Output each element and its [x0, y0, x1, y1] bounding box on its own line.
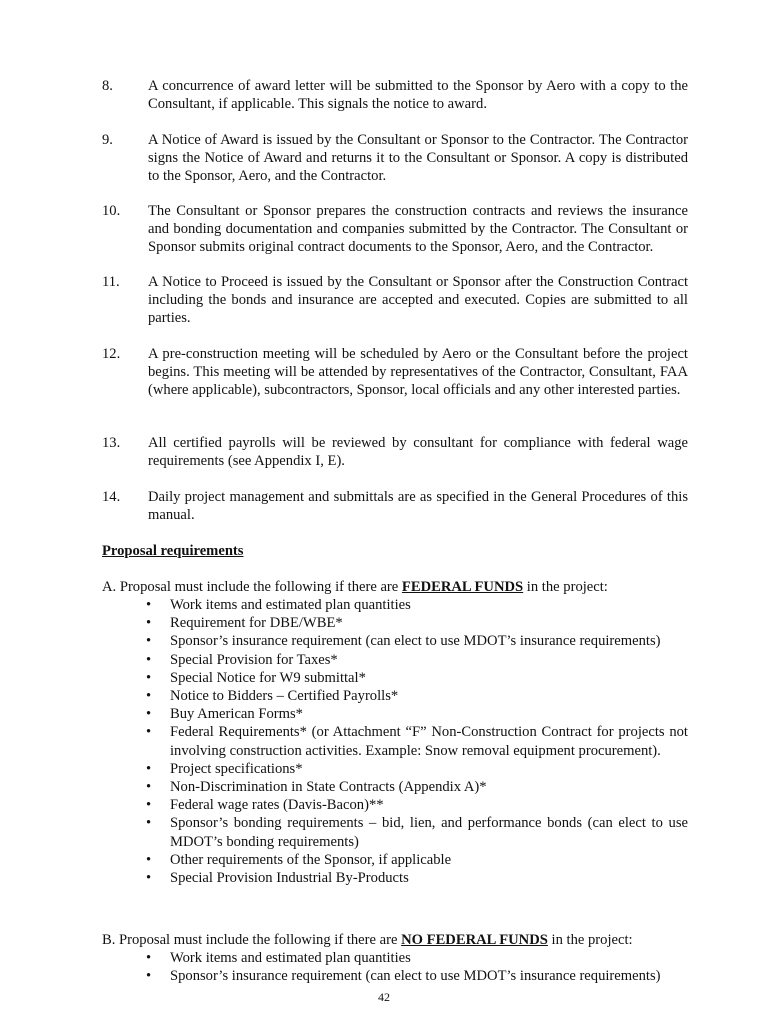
- section-a-emphasis: FEDERAL FUNDS: [401, 579, 524, 595]
- list-item: • Work items and estimated plan quantities: [146, 597, 411, 613]
- section-b-emphasis: NO FEDERAL FUNDS: [401, 932, 548, 948]
- bullet: •: [146, 779, 152, 796]
- step-number: 12.: [102, 346, 121, 362]
- list-item: • Special Provision Industrial By-Products: [146, 870, 409, 887]
- section-a-bullet-list: [146, 596, 688, 887]
- list-item: • Requirement for DBE/WBE*: [146, 615, 343, 632]
- bullet: •: [146, 597, 152, 613]
- bullet: •: [146, 633, 152, 650]
- step-12: [102, 345, 688, 400]
- list-item: • Sponsor’s insurance requirement (can elect to use MDOT’s insurance requirements): [146, 968, 661, 985]
- step-text: A Notice of Award is issued by the Consultant or Sponsor to the Contractor. The Contractor signs the Notice of Award and returns it to the Consultant or Sponsor. A copy is distributed to the Sponsor, Aero, and the Contractor.: [148, 132, 688, 185]
- bullet: •: [146, 851, 152, 868]
- section-heading: Proposal requirements: [102, 543, 244, 559]
- list-item: • Project specifications*: [146, 760, 303, 777]
- step-number: 10.: [102, 203, 121, 219]
- step-number: 14.: [102, 489, 121, 505]
- bullet: •: [146, 870, 152, 887]
- page-number: 42: [378, 990, 390, 1004]
- step-8: [102, 77, 688, 113]
- list-item: • Special Notice for W9 submittal*: [146, 669, 366, 686]
- section-a-prefix: A. Proposal must include the following if there are: [102, 579, 402, 595]
- bullet: •: [146, 651, 152, 668]
- list-item: • Work items and estimated plan quantities: [146, 950, 411, 966]
- step-text: A concurrence of award letter will be submitted to the Sponsor by Aero with a copy to the Consultant, if applicable. This signals the notice to award.: [148, 78, 688, 113]
- list-item: • Non-Discrimination in State Contracts (Appendix A)*: [146, 779, 487, 796]
- step-text: The Consultant or Sponsor prepares the construction contracts and reviews the insurance and bonding documentation and companies submitted by the Contractor. The Consultant or Sponsor submits original contract documents to the Sponsor, Aero, and the Contractor.: [148, 203, 688, 256]
- list-item: • Sponsor’s insurance requirement (can elect to use MDOT’s insurance requirements): [146, 633, 661, 650]
- list-item: • Federal wage rates (Davis-Bacon)**: [146, 797, 384, 814]
- bullet: •: [146, 615, 152, 632]
- step-14: [102, 488, 688, 524]
- bullet: •: [146, 706, 152, 723]
- step-text: Daily project management and submittals are as specified in the General Procedures of this manual.: [148, 489, 688, 524]
- section-b-suffix: in the project:: [547, 932, 633, 948]
- list-item: • Special Provision for Taxes*: [146, 651, 338, 668]
- bullet: •: [146, 797, 152, 814]
- section-a-intro: [102, 578, 688, 596]
- bullet: •: [146, 688, 152, 705]
- step-9: [102, 131, 688, 186]
- bullet: •: [146, 950, 152, 966]
- step-text: A pre-construction meeting will be scheduled by Aero or the Consultant before the project begins. This meeting will be attended by representatives of the Contractor, Consultant, FAA (where applicable), subcontractors, Sponsor, local officials and any other interested parties.: [148, 346, 688, 399]
- list-item: • Notice to Bidders – Certified Payrolls*: [146, 688, 399, 705]
- section-b-bullet-list: [146, 949, 688, 985]
- step-13: [102, 434, 688, 470]
- section-b-intro: [102, 931, 688, 949]
- bullet: •: [146, 968, 152, 985]
- step-number: 13.: [102, 435, 121, 451]
- list-item: • Buy American Forms*: [146, 706, 303, 723]
- bullet: •: [146, 760, 152, 777]
- bullet: •: [146, 724, 152, 741]
- step-text: A Notice to Proceed is issued by the Consultant or Sponsor after the Construction Contract including the bonds and insurance are accepted and executed. Copies are submitted to all parties.: [148, 274, 688, 327]
- step-number: 8.: [102, 78, 113, 94]
- bullet: •: [146, 669, 152, 686]
- bullet: •: [146, 815, 152, 832]
- step-number: 11.: [102, 274, 120, 290]
- list-item: • Federal Requirements* (or Attachment “F” Non-Construction Contract for projects not involving construction activities. Example: Snow removal equipment procurement).: [146, 724, 688, 759]
- step-10: [102, 202, 688, 257]
- section-b-prefix: B. Proposal must include the following if there are: [102, 932, 402, 948]
- list-item: • Other requirements of the Sponsor, if applicable: [146, 851, 452, 868]
- section-a-suffix: in the project:: [523, 579, 608, 595]
- step-text: All certified payrolls will be reviewed by consultant for compliance with federal wage requirements (see Appendix I, E).: [148, 435, 688, 470]
- step-11: [102, 273, 688, 328]
- list-item: • Sponsor’s bonding requirements – bid, lien, and performance bonds (can elect to use MDOT’s bonding requirements): [146, 815, 688, 850]
- step-number: 9.: [102, 132, 113, 148]
